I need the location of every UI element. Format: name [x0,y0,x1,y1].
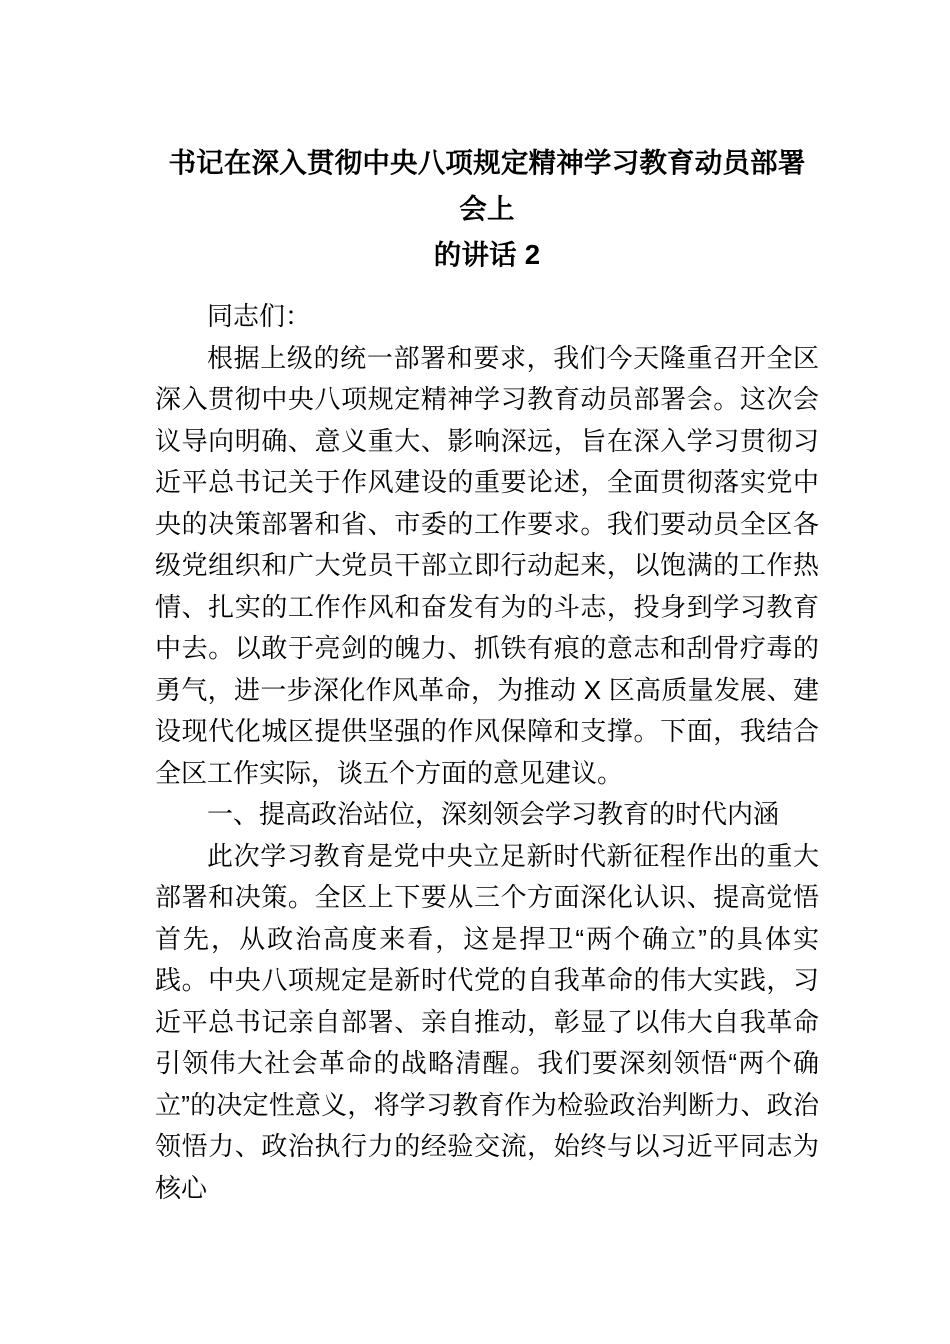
page-title-line-2: 的讲话 2 [433,239,541,270]
page-title [155,140,819,278]
section-1-paragraph-1: 此次学习教育是党中央立足新时代新征程作出的重大部署和决策。全区上下要从三个方面深化认识、提高觉悟首先，从政治高度来看，这是捍卫“两个确立”的具体实践。中央八项规定是新时代党的自我革命的伟大实践，习近平总书记亲自部署、亲自推动，彰显了以伟大自我革命引领伟大社会革命的战略清醒。我们要深刻领悟“两个确立”的决定性意义，将学习教育作为检验政治判断力、政治领悟力、政治执行力的经验交流，始终与以习近平同志为核心 [155,840,819,1203]
section-heading-1: 一、提高政治站位，深刻领会学习教育的时代内涵 [207,799,780,829]
page-title-line-1: 书记在深入贯彻中央八项规定精神学习教育动员部署会上 [168,147,806,224]
body-paragraph-1: 根据上级的统一部署和要求，我们今天隆重召开全区深入贯彻中央八项规定精神学习教育动员部署会。这次会议导向明确、意义重大、影响深远，旨在深入学习贯彻习近平总书记关于作风建设的重要论述，全面贯彻落实党中央的决策部署和省、市委的工作要求。我们要动员全区各级党组织和广大党员干部立即行动起来，以饱满的工作热情、扎实的工作作风和奋发有为的斗志，投身到学习教育中去。以敢于亮剑的魄力、抓铁有痕的意志和刮骨疗毒的勇气，进一步深化作风革命，为推动 X 区高质量发展、建设现代化城区提供坚强的作风保障和支撑。下面，我结合全区工作实际，谈五个方面的意见建议。 [155,342,819,788]
salutation: 同志们： [207,301,312,331]
document-content [155,140,819,1209]
